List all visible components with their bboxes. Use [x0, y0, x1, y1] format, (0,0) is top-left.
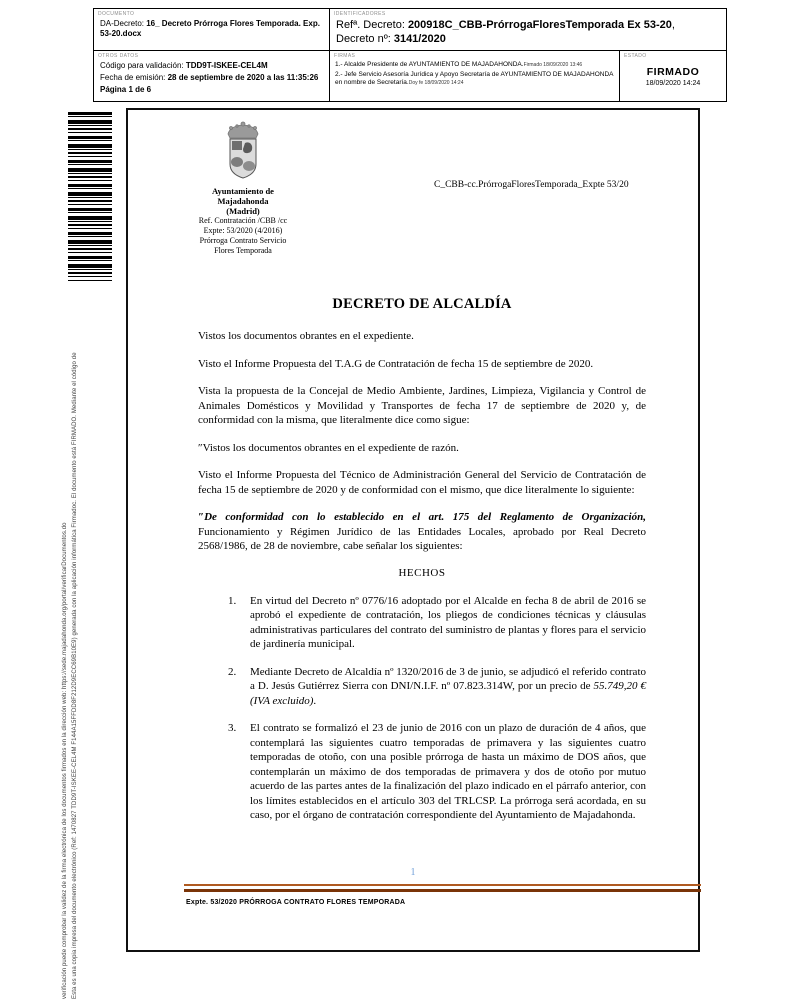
decreto-prefix: Decreto nº: [336, 33, 394, 45]
list-item-1-text: En virtud del Decreto nº 0776/16 adoptado por el Alcalde en fecha 8 de abril de 2016 se aprobó el expediente de contratación, los pliegos de condiciones técnicas y cláusulas administrativas particulares del contrato del suministro de plantas y flores para el servicio de jardinería municipal. [250, 594, 646, 650]
codigo-validacion-line [94, 60, 329, 72]
list-item-1-number: 1. [228, 594, 237, 607]
otros-datos-label: OTROS DATOS [98, 53, 139, 59]
codigo-prefix: Código para validación: [100, 61, 186, 70]
list-item-2-text [250, 665, 646, 709]
list-item-2-number: 2. [228, 665, 237, 678]
letterhead-ref-line4: Flores Temporada [214, 246, 272, 255]
documento-filename: 16_ Decreto Prórroga Flores Temporada. Exp. 53-20.docx [100, 19, 320, 38]
metadata-header-table [93, 8, 727, 102]
documento-cell [94, 9, 330, 51]
pagina-line [94, 84, 329, 96]
list-item-2-pre: Mediante Decreto de Alcaldía nº 1320/2016 de 3 de junio, se adjudicó el referido contrato a D. Jesús Gutiérrez Sierra con DNI/N.I.F. nº 07.823.314W, por un precio de [250, 665, 646, 692]
pagina-value: Página 1 de 6 [100, 85, 152, 94]
status-badge: FIRMADO [646, 66, 700, 78]
estado-box [620, 60, 726, 87]
fecha-emision-line [94, 72, 329, 84]
letterhead-ref-line1: Ref. Contratación /CBB /cc [198, 216, 288, 225]
vertical-disclaimer-line2: verificación puede comprobar la validez de la firma electrónica de los documentos firmados en la dirección web: https://sede.majadahonda.org/portal/verificarDocumentos.do [62, 522, 68, 999]
list-item-2-price: 55.749,20 € (IVA excluido) [250, 680, 647, 707]
paragraph-3: Vista la propuesta de la Concejal de Medio Ambiente, Jardines, Limpieza, Vigilancia y Control de Animales Domésticos y Movilidad y Transportes de fecha 17 de septiembre de 2020 y, de conformidad con la misma, que literalmente dice como sigue: [198, 385, 646, 426]
list-item-2-post: . [313, 694, 317, 707]
footer-rule [184, 884, 701, 892]
list-item-3-number: 3. [228, 722, 237, 734]
documento-prefix: DA-Decreto: [100, 19, 147, 28]
barcode [68, 112, 112, 281]
firma-1-fecha: Firmado 18/09/2020 13:46 [523, 62, 583, 68]
letterhead-ref-line2: Expte: 53/2020 (4/2016) [203, 226, 283, 235]
document-reference: C_CBB-cc.PrórrogaFloresTemporada_Expte 53/20 [434, 180, 629, 190]
firma-1-text: 1.- Alcalde Presidente de AYUNTAMIENTO DE MAJADAHONDA. [335, 61, 524, 68]
documento-value [94, 18, 329, 40]
document-title: DECRETO DE ALCALDÍA [332, 296, 512, 312]
identificadores-label: IDENTIFICADORES [334, 11, 386, 17]
list-item-3 [228, 721, 646, 823]
list-item-3-text: El contrato se formalizó el 23 de junio de 2016 con un plazo de duración de 4 años, que contemplará las siguientes cuatro temporadas de primavera y las siguientes cuatro temporadas de otoño, con una posible prórroga de hasta un máximo de DOS años, que contemplarán un máximo de dos temporadas de primavera y dos de otoño por mutuo acuerdo de las partes antes de la finalización del plazo indicado en el párrafo anterior, con los límites establecidos en el artículo 303 del TRLCSP. La prórroga será acordada, en su caso, por el órgano de contratación correspondiente del Ayuntamiento de Majadahonda. [250, 722, 646, 821]
letterhead-ref-line3: Prórroga Contrato Servicio [199, 236, 287, 245]
paragraph-5: Visto el Informe Propuesta del Técnico de Administración General del Servicio de Contratación de fecha 15 de septiembre de 2020 y de conformidad con el mismo, que dice literalmente lo siguiente: [198, 469, 646, 496]
firma-2-text: 2.- Jefe Servicio Asesoría Jurídica y Apoyo Secretaría de AYUNTAMIENTO DE MAJADAHONDA en nombre de Secretaría. [335, 71, 614, 86]
firma-2 [330, 70, 619, 88]
coat-of-arms-icon [218, 120, 268, 184]
firma-1 [330, 60, 619, 70]
paragraph-1: Vistos los documentos obrantes en el expediente. [198, 330, 414, 342]
hechos-heading: HECHOS [398, 566, 446, 579]
ref-prefix: Refª. Decreto: [336, 19, 408, 31]
list-item-1 [228, 594, 646, 652]
fecha-prefix: Fecha de emisión: [100, 73, 168, 82]
ref-suffix: , [671, 19, 675, 31]
org-name-line2: Majadahonda [217, 196, 269, 206]
page-number: 1 [410, 867, 416, 878]
paragraph-6-italic: ″De conformidad con lo establecido en el art. 175 del Reglamento de Organización, [198, 511, 646, 523]
decreto-numero-line [330, 32, 726, 46]
status-date: 18/09/2020 14:24 [645, 80, 701, 87]
list-item-2 [228, 665, 646, 709]
estado-label: ESTADO [624, 53, 647, 59]
firma-2-fecha: Doy fe 18/09/2020 14:24 [408, 80, 464, 86]
org-name-line3: (Madrid) [226, 206, 260, 216]
firmas-cell [330, 51, 620, 101]
identificadores-cell [330, 9, 726, 51]
paragraph-4-quote: ″Vistos los documentos obrantes en el expediente de razón. [198, 441, 459, 454]
decreto-value: 3141/2020 [393, 33, 446, 45]
letterhead [128, 110, 698, 268]
letterhead-left-block [168, 120, 318, 256]
estado-cell [620, 51, 726, 101]
footer-expediente: Expte. 53/2020 PRÓRROGA CONTRATO FLORES TEMPORADA [186, 899, 406, 906]
firmas-label: FIRMAS [334, 53, 356, 59]
documento-label: DOCUMENTO [98, 11, 135, 17]
org-name-line1: Ayuntamiento de [212, 186, 274, 196]
document-body [128, 296, 698, 823]
fecha-value: 28 de septiembre de 2020 a las 11:35:26 [167, 73, 319, 82]
codigo-value: TDD9T-ISKEE-CEL4M [185, 61, 268, 70]
ref-decreto-line [330, 18, 726, 32]
paragraph-6-rest: Funcionamiento y Régimen Jurídico de las Entidades Locales, aprobado por Real Decreto 2568/1986, de 28 de noviembre, cabe señalar los siguientes: [198, 525, 646, 552]
otros-datos-cell [94, 51, 330, 101]
vertical-disclaimer-line1: Esta es una copia impresa del documento electrónico (Ref: 1470827 TDD9T-ISKEE-CEL4M F144A15FFDD8F212D9ECC69B10E9) generada con la aplicación informática Firmadoc. El documento está FIRMADO. Mediante el código de [72, 352, 78, 999]
paragraph-6-quote [198, 510, 646, 554]
document-frame [126, 108, 700, 952]
paragraph-2: Visto el Informe Propuesta del T.A.G de Contratación de fecha 15 de septiembre de 2020. [198, 357, 594, 370]
ref-value: 200918C_CBB-PrórrogaFloresTemporada Ex 53-20 [407, 19, 672, 31]
